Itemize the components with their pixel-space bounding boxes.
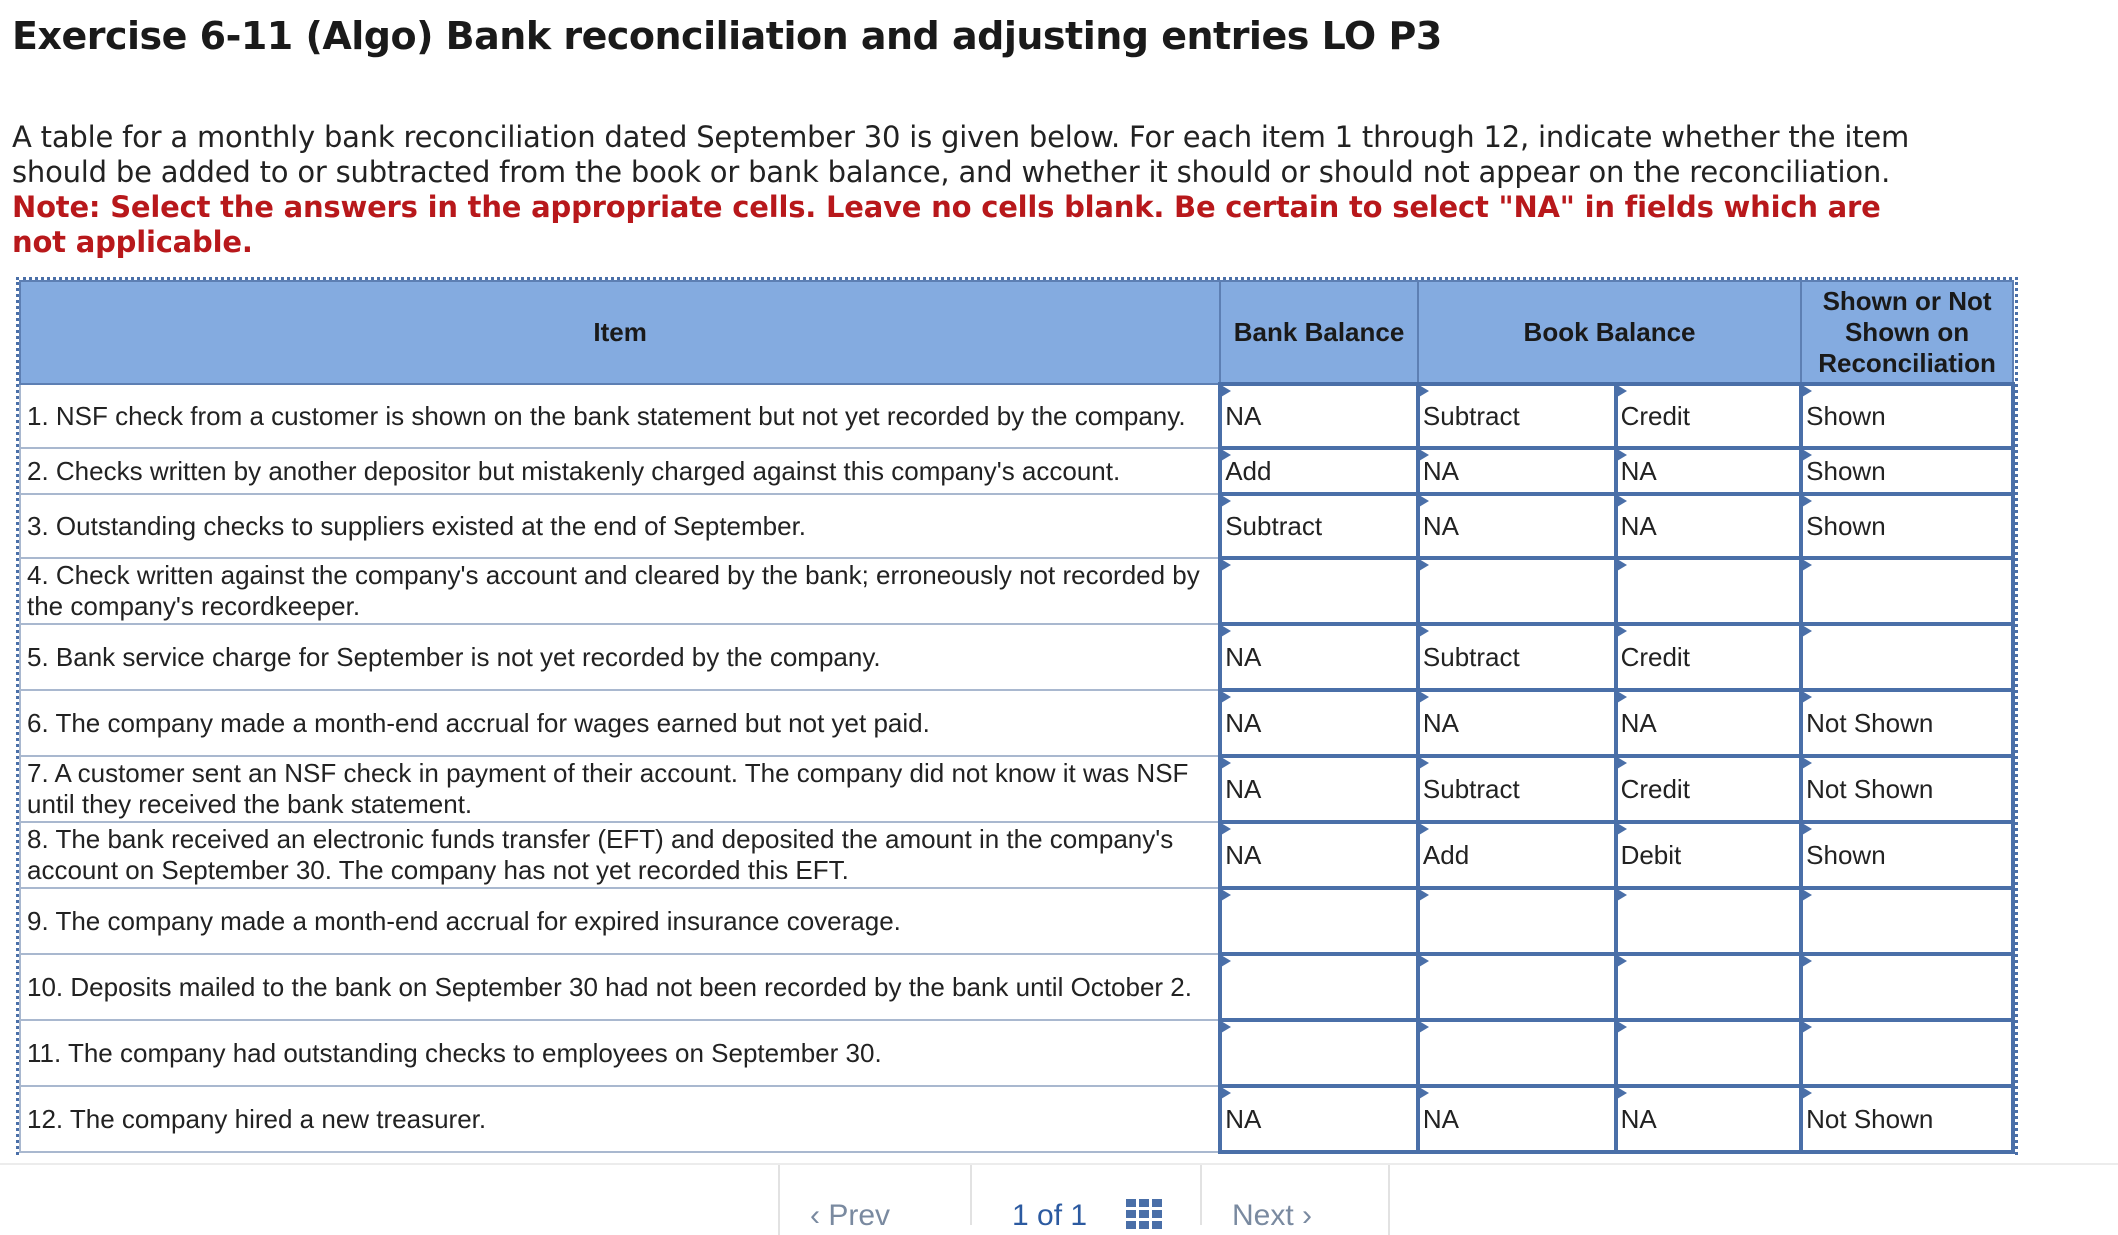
debit-credit-select[interactable] (1616, 1020, 1802, 1086)
chevron-right-icon: › (1302, 1199, 1313, 1232)
book-balance-select[interactable]: Subtract (1418, 624, 1616, 690)
debit-credit-select[interactable]: Credit (1616, 624, 1802, 690)
shown-select[interactable]: Not Shown (1801, 756, 2013, 822)
header-book-balance: Book Balance (1418, 281, 1801, 384)
shown-select[interactable]: Shown (1801, 384, 2013, 448)
table-row (20, 690, 2013, 756)
bank-balance-select[interactable]: NA (1220, 384, 1418, 448)
bank-balance-select[interactable] (1220, 888, 1418, 954)
item-cell: 7. A customer sent an NSF check in payment of their account. The company did not know it was NSF until they received the bank statement. (20, 756, 1220, 822)
reconciliation-table (19, 280, 2015, 1154)
item-cell: 5. Bank service charge for September is not yet recorded by the company. (20, 624, 1220, 690)
bank-balance-select[interactable] (1220, 954, 1418, 1020)
debit-credit-select[interactable] (1616, 954, 1802, 1020)
pager-divider (1200, 1165, 1202, 1225)
item-cell: 8. The bank received an electronic funds transfer (EFT) and deposited the amount in the company's account on September 30. The company has not yet recorded this EFT. (20, 822, 1220, 888)
debit-credit-select[interactable] (1616, 888, 1802, 954)
shown-select[interactable]: Shown (1801, 822, 2013, 888)
table-row (20, 384, 2013, 448)
debit-credit-select[interactable] (1616, 558, 1802, 624)
book-balance-select[interactable] (1418, 888, 1616, 954)
next-button[interactable] (1232, 1199, 1312, 1233)
bank-balance-select[interactable]: NA (1220, 690, 1418, 756)
shown-select[interactable] (1801, 624, 2013, 690)
shown-select[interactable] (1801, 954, 2013, 1020)
debit-credit-select[interactable]: NA (1616, 448, 1802, 494)
shown-select[interactable] (1801, 1020, 2013, 1086)
item-cell: 1. NSF check from a customer is shown on the bank statement but not yet recorded by the company. (20, 384, 1220, 448)
bank-balance-select[interactable]: NA (1220, 1086, 1418, 1152)
page-total: 1 (1070, 1199, 1088, 1232)
debit-credit-select[interactable]: NA (1616, 690, 1802, 756)
bank-balance-select[interactable]: NA (1220, 756, 1418, 822)
page-current: 1 (1012, 1199, 1029, 1232)
shown-select[interactable]: Shown (1801, 494, 2013, 558)
item-cell: 10. Deposits mailed to the bank on September 30 had not been recorded by the bank until October 2. (20, 954, 1220, 1020)
shown-select[interactable]: Shown (1801, 448, 2013, 494)
debit-credit-select[interactable]: Credit (1616, 756, 1802, 822)
header-shown: Shown or Not Shown on Reconciliation (1801, 281, 2013, 384)
page-title: Exercise 6-11 (Algo) Bank reconciliation and adjusting entries LO P3 (12, 14, 1442, 58)
table-row (20, 624, 2013, 690)
book-balance-select[interactable] (1418, 954, 1616, 1020)
item-cell: 12. The company hired a new treasurer. (20, 1086, 1220, 1152)
prev-label: Prev (828, 1199, 891, 1232)
bank-balance-select[interactable]: Subtract (1220, 494, 1418, 558)
shown-select[interactable] (1801, 888, 2013, 954)
shown-select[interactable]: Not Shown (1801, 690, 2013, 756)
debit-credit-select[interactable]: NA (1616, 1086, 1802, 1152)
table-row (20, 448, 2013, 494)
table-row (20, 1020, 2013, 1086)
table-row (20, 1086, 2013, 1152)
book-balance-select[interactable] (1418, 1020, 1616, 1086)
next-label: Next (1232, 1199, 1294, 1232)
pagination (778, 1165, 1390, 1235)
shown-select[interactable] (1801, 558, 2013, 624)
bank-balance-select[interactable]: NA (1220, 624, 1418, 690)
instructions (12, 120, 1912, 260)
book-balance-select[interactable]: NA (1418, 448, 1616, 494)
bank-balance-select[interactable]: Add (1220, 448, 1418, 494)
shown-select[interactable]: Not Shown (1801, 1086, 2013, 1152)
prev-button[interactable] (810, 1199, 890, 1233)
table-row (20, 822, 2013, 888)
book-balance-select[interactable]: Subtract (1418, 756, 1616, 822)
item-cell: 4. Check written against the company's account and cleared by the bank; erroneously not recorded by the company's recordkeeper. (20, 558, 1220, 624)
debit-credit-select[interactable]: Debit (1616, 822, 1802, 888)
pager-divider (970, 1165, 972, 1225)
item-cell: 3. Outstanding checks to suppliers existed at the end of September. (20, 494, 1220, 558)
book-balance-select[interactable]: NA (1418, 494, 1616, 558)
instructions-text: A table for a monthly bank reconciliation dated September 30 is given below. For each item 1 through 12, indicate whether the item should be added to or subtracted from the book or bank balance, and whether it should or should not appear on the reconciliation. (12, 120, 1910, 189)
bank-balance-select[interactable] (1220, 1020, 1418, 1086)
item-cell: 11. The company had outstanding checks to employees on September 30. (20, 1020, 1220, 1086)
book-balance-select[interactable]: NA (1418, 1086, 1616, 1152)
debit-credit-select[interactable]: Credit (1616, 384, 1802, 448)
table-row (20, 494, 2013, 558)
table-row (20, 954, 2013, 1020)
header-bank-balance: Bank Balance (1220, 281, 1418, 384)
item-cell: 2. Checks written by another depositor but mistakenly charged against this company's account. (20, 448, 1220, 494)
table-row (20, 888, 2013, 954)
table-row (20, 756, 2013, 822)
chevron-left-icon: ‹ (810, 1199, 820, 1232)
book-balance-select[interactable] (1418, 558, 1616, 624)
item-cell: 9. The company made a month-end accrual for expired insurance coverage. (20, 888, 1220, 954)
page-indicator (1012, 1199, 1087, 1233)
instructions-note: Note: Select the answers in the appropriate cells. Leave no cells blank. Be certain to select "NA" in fields which are not applicable. (12, 190, 1881, 259)
bank-balance-select[interactable] (1220, 558, 1418, 624)
table-row (20, 558, 2013, 624)
book-balance-select[interactable]: NA (1418, 690, 1616, 756)
bank-balance-select[interactable]: NA (1220, 822, 1418, 888)
item-cell: 6. The company made a month-end accrual for wages earned but not yet paid. (20, 690, 1220, 756)
page-of: of (1037, 1199, 1063, 1232)
reconciliation-table-container (16, 277, 2018, 1155)
grid-icon[interactable] (1126, 1199, 1162, 1229)
debit-credit-select[interactable]: NA (1616, 494, 1802, 558)
header-item: Item (20, 281, 1220, 384)
book-balance-select[interactable]: Add (1418, 822, 1616, 888)
book-balance-select[interactable]: Subtract (1418, 384, 1616, 448)
